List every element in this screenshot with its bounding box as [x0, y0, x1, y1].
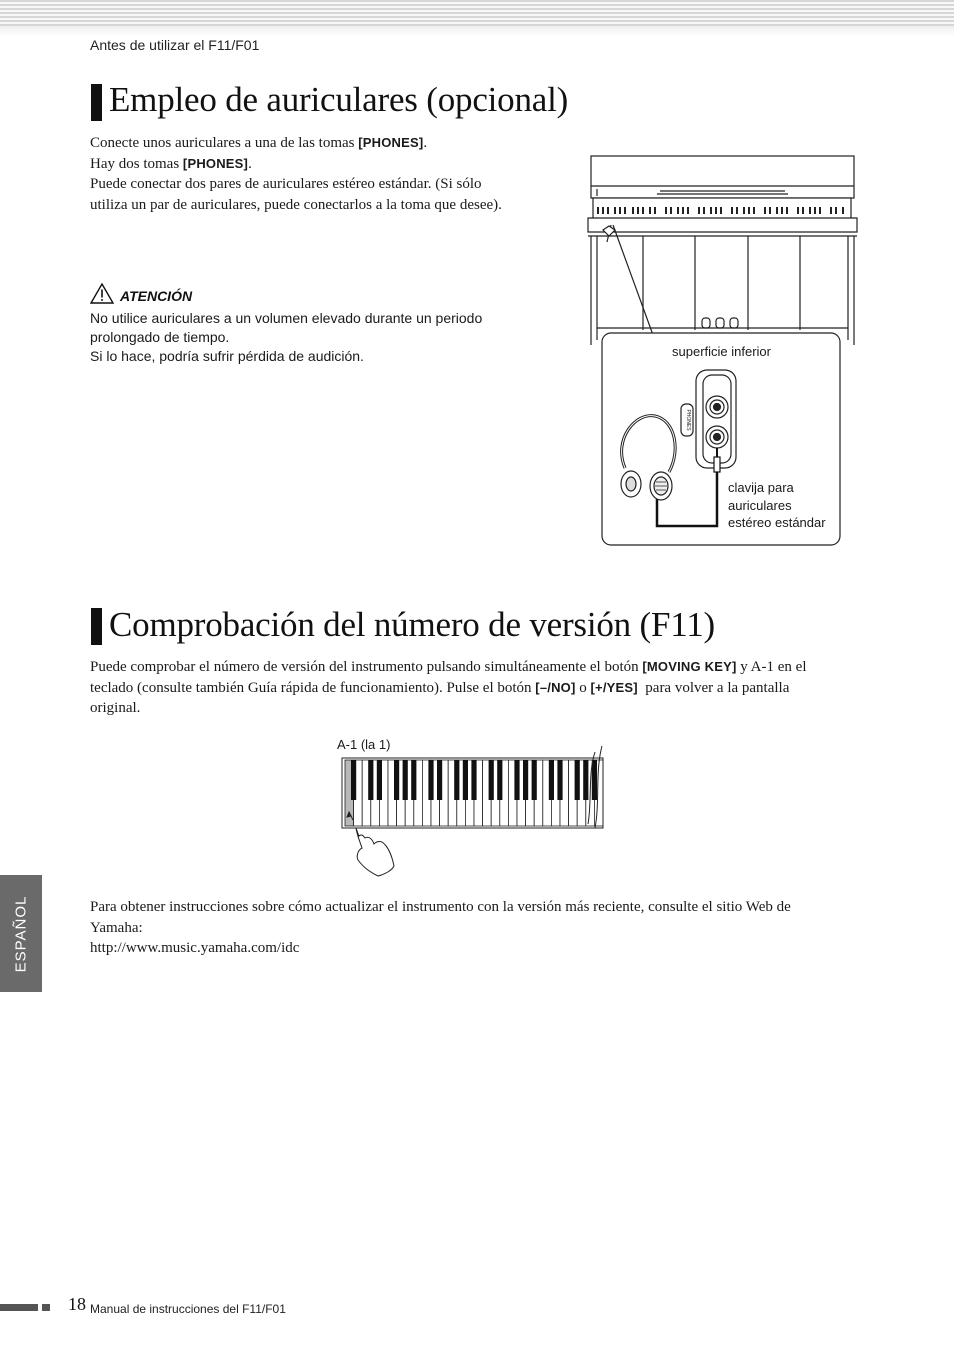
phones-jack-label: PHONES: [685, 409, 691, 431]
plug-label: [728, 479, 826, 532]
top-band-fade: [0, 26, 954, 36]
yes-key-ref: [+/YES]: [590, 679, 638, 695]
language-tab-label: ESPAÑOL: [12, 895, 30, 972]
para-line-4: utiliza un par de auriculares, puede conectarlos a la toma que desee).: [90, 197, 502, 214]
piano-body: [588, 156, 857, 345]
black-key: [489, 760, 494, 800]
s2-line-3: original.: [90, 700, 141, 717]
keyboard-illustration: [330, 742, 615, 882]
a1-key-label: A-1 (la 1): [337, 737, 391, 752]
black-key: [437, 760, 442, 800]
caution-heading: [90, 283, 192, 304]
black-key: [351, 760, 356, 800]
page-number: 18: [68, 1294, 86, 1314]
black-key: [497, 760, 502, 800]
caution-line-3: Si lo hace, podría sufrir pérdida de audición.: [90, 348, 364, 364]
para-line-1: Conecte unos auriculares a una de las tomas [PHONES].: [90, 135, 428, 151]
black-key: [403, 760, 408, 800]
footer-bar: [0, 1304, 38, 1311]
footer-text: Manual de instrucciones del F11/F01: [90, 1302, 286, 1316]
warning-triangle-icon: [90, 283, 114, 304]
phones-key-ref: [PHONES]: [358, 135, 424, 150]
black-key: [394, 760, 399, 800]
phones-key-ref-2: [PHONES]: [182, 155, 249, 171]
update-line-2: Yamaha:: [90, 919, 143, 936]
black-key: [549, 760, 554, 800]
section2-paragraph: [90, 657, 870, 719]
section2-title-bar: [91, 608, 102, 645]
s2-line-1: Puede comprobar el número de versión del instrumento pulsando simultáneamente el botón [MOVING KEY] y A-1 en el: [90, 659, 807, 675]
section2-title: Comprobación del número de versión (F11): [109, 605, 715, 644]
black-key: [428, 760, 433, 800]
update-url: http://www.music.yamaha.com/idc: [90, 940, 300, 957]
moving-key-ref: [MOVING KEY]: [642, 659, 737, 674]
section1-title: Empleo de auriculares (opcional): [109, 80, 569, 119]
black-key: [532, 760, 537, 800]
bottom-surface-label: superficie inferior: [672, 344, 771, 359]
section1-title-bar: [91, 84, 102, 121]
update-paragraph: [90, 897, 870, 959]
black-key: [463, 760, 468, 800]
black-key: [583, 760, 588, 800]
section1-paragraph: [90, 133, 570, 216]
plug-label-line-3: estéreo estándar: [728, 515, 826, 530]
para-line-3: Puede conectar dos pares de auriculares estéreo estándar. (Si sólo: [90, 176, 482, 193]
black-key: [557, 760, 562, 800]
para-line-2: Hay dos tomas [PHONES].: [90, 155, 252, 172]
keyboard-keys: [342, 758, 603, 828]
update-line-1: Para obtener instrucciones sobre cómo actualizar el instrumento con la versión más reciente, consulte el sitio Web de: [90, 899, 791, 915]
footer-square: [42, 1304, 50, 1311]
black-key: [514, 760, 519, 800]
caution-text: [90, 309, 540, 366]
callout-lines: [603, 225, 653, 335]
black-key: [368, 760, 373, 800]
language-side-tab: [0, 875, 42, 992]
plug-label-line-1: clavija para: [728, 480, 794, 495]
black-key: [377, 760, 382, 800]
black-key: [592, 760, 597, 800]
black-key: [575, 760, 580, 800]
running-head: Antes de utilizar el F11/F01: [90, 37, 260, 53]
no-key-ref: [–/NO]: [535, 679, 576, 695]
black-key: [523, 760, 528, 800]
caution-line-1: No utilice auriculares a un volumen elevado durante un periodo: [90, 310, 483, 326]
caution-label: ATENCIÓN: [120, 288, 193, 304]
plug-label-line-2: auriculares: [728, 497, 792, 513]
black-key: [454, 760, 459, 800]
black-key: [411, 760, 416, 800]
s2-line-2: teclado (consulte también Guía rápida de funcionamiento). Pulse el botón [–/NO] o [+/YES] para volver a la pantalla: [90, 679, 790, 696]
caution-line-2: prolongado de tiempo.: [90, 329, 230, 345]
black-key: [471, 760, 476, 800]
